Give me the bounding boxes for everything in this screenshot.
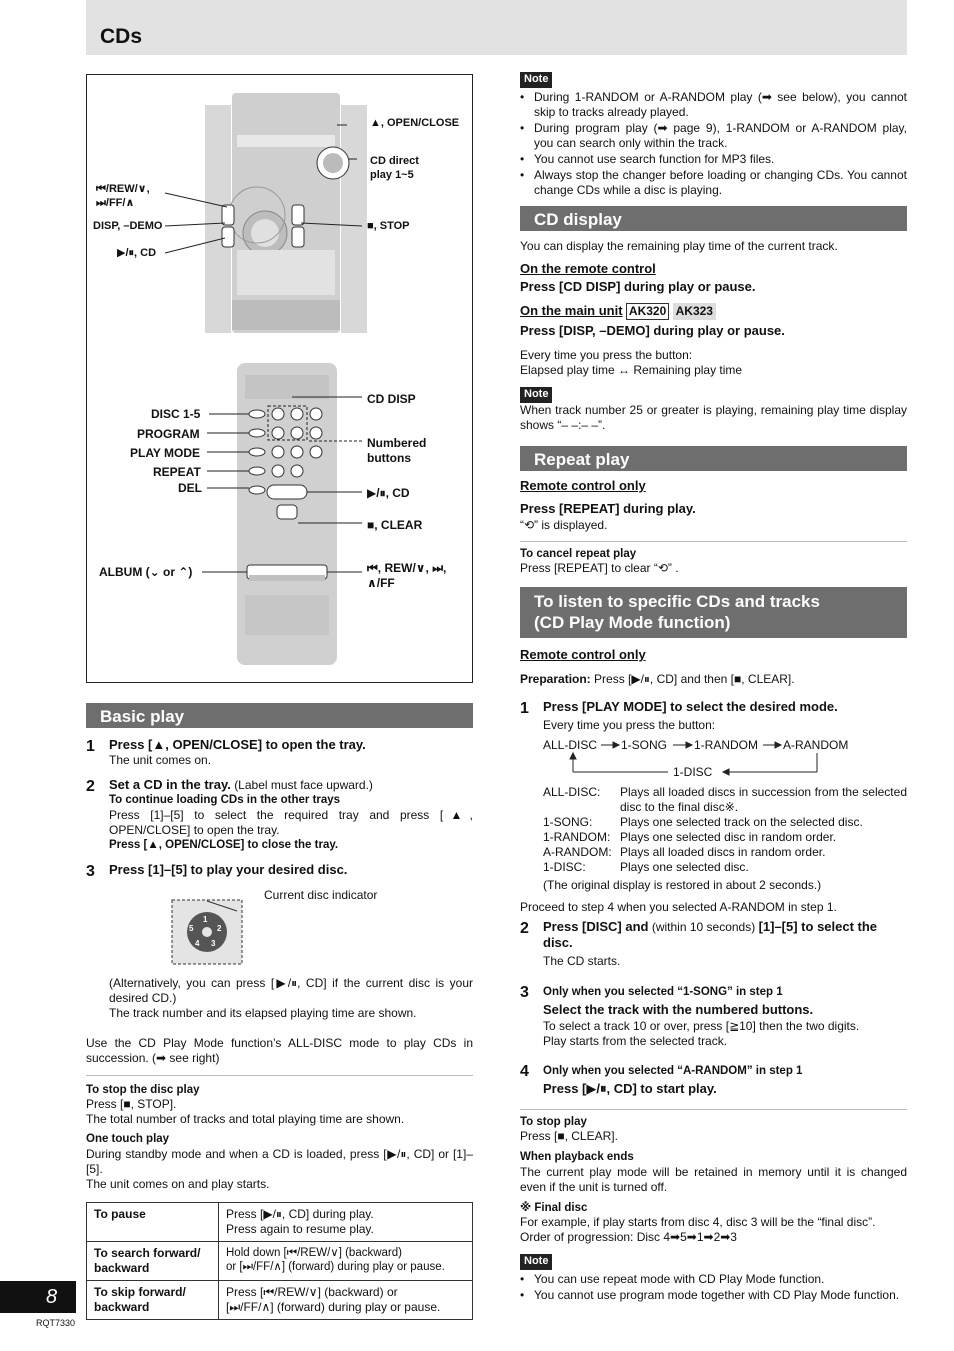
step-number: 2 (86, 778, 95, 795)
cd-display-section (520, 239, 907, 433)
disc-digit-3: 3 (211, 939, 216, 948)
basic-play-section (86, 737, 473, 768)
mode-key: A-RANDOM: (543, 845, 612, 859)
title-band (86, 0, 907, 55)
table-key: To pause (87, 1203, 219, 1242)
play-mode-step-2 (520, 919, 907, 969)
mode-key: ALL-DISC: (543, 785, 601, 799)
flow-1-random: 1-RANDOM (694, 738, 759, 752)
stop-disc-2: The total number of tracks and total playing time are shown. (86, 1112, 405, 1127)
divider (520, 1109, 907, 1110)
stop-play-block (86, 1083, 473, 1192)
note-tag: Note (520, 387, 552, 403)
page-title: CDs (100, 25, 143, 48)
mode-row (543, 860, 907, 875)
mode-row (543, 830, 907, 845)
mode-text: Plays all loaded discs in random order. (620, 845, 826, 859)
list-item: • You can use repeat mode with CD Play Mode function. (520, 1272, 907, 1287)
flow-1-disc: 1-DISC (673, 765, 713, 779)
all-disc-note: Use the CD Play Mode function’s ALL-DISC mode to play CDs in succession. (➡ see right) (86, 1036, 473, 1065)
play-mode-section (520, 647, 907, 687)
main-unit-head: On the main unit (520, 302, 623, 318)
one-touch-head: One touch play (86, 1133, 170, 1146)
label-repeat: REPEAT (153, 465, 201, 479)
list-item: • You cannot use program mode together with CD Play Mode function. (520, 1288, 907, 1303)
mode-key: 1-RANDOM: (543, 830, 611, 844)
label-stop: ■, STOP (367, 220, 410, 232)
remote-control-head: On the remote control (520, 261, 656, 276)
mode-flow (543, 738, 907, 780)
stop-disc-1: Press [■, STOP]. (86, 1097, 177, 1112)
disc-indicator-icon (171, 899, 243, 965)
every-time-text: Every time you press the button: (520, 347, 693, 362)
label-cd-disp: CD DISP (367, 392, 416, 406)
pm-step-3: Select the track with the numbered buttons. (543, 1002, 814, 1018)
label-play-cd-remote: ▶/⏸, CD (367, 486, 410, 500)
table-value-line: [⏭/FF/∧] (forward) during play or pause. (226, 1300, 441, 1314)
table-value-line: or [⏭/FF/∧] (forward) during play or pause. (226, 1261, 445, 1274)
note-block-1 (520, 71, 907, 199)
stop-play-head: To stop play (520, 1116, 587, 1128)
basic-step-2-block (86, 777, 473, 852)
playback-ends-text: The current play mode will be retained in memory until it is changed even if the unit is turned off. (520, 1164, 907, 1194)
mode-text: Plays all loaded discs in succession from the selected disc to the final disc※. (620, 785, 907, 814)
doc-code: RQT7330 (36, 1318, 76, 1328)
one-touch-2: The unit comes on and play starts. (86, 1176, 270, 1191)
divider (86, 1075, 473, 1076)
label-del: DEL (178, 481, 202, 495)
disc-digit-4: 4 (195, 939, 200, 948)
model-tag: AK320 (626, 303, 669, 320)
label-play-mode: PLAY MODE (130, 446, 201, 460)
play-mode-step-1 (520, 699, 907, 733)
prep-label: Preparation: (520, 672, 591, 687)
repeat-press: Press [REPEAT] during play. (520, 501, 696, 517)
continue-loading-text: Press [1]–[5] to select the required tray and press [▲, OPEN/CLOSE] to open the tray. (109, 807, 473, 837)
pm-step-2-b: (within 10 seconds) (651, 920, 756, 934)
playback-ends-head: When playback ends (520, 1151, 634, 1164)
mode-text: Plays one selected disc. (620, 860, 749, 874)
flow-arrows (543, 738, 907, 780)
table-value-line: Press again to resume play. (226, 1222, 374, 1236)
flow-a-random: A-RANDOM (783, 738, 849, 752)
mode-key: 1-DISC: (543, 860, 586, 874)
elapsed-text: Elapsed play time ↔ Remaining play time (520, 362, 743, 377)
basic-step-1: Press [▲, OPEN/CLOSE] to open the tray. (109, 737, 366, 752)
pm-step-2-a: Press [DISC] and (543, 919, 649, 934)
basic-step-3-block (86, 862, 473, 878)
model-tag: AK323 (673, 303, 716, 320)
play-mode-step-3 (520, 983, 907, 1049)
mode-row (543, 815, 907, 830)
step-number: 4 (520, 1063, 529, 1080)
basic-step-1-sub: The unit comes on. (109, 753, 212, 768)
play-mode-heading-2: (CD Play Mode function) (534, 613, 731, 633)
cd-display-intro: You can display the remaining play time of the current track. (520, 239, 838, 253)
label-disc: DISC 1-5 (151, 407, 201, 421)
label-cd-direct: CD direct play 1~5 (370, 155, 419, 181)
basic-step-3: Press [1]–[5] to play your desired disc. (109, 862, 348, 877)
divider (520, 541, 907, 542)
table-row (87, 1242, 473, 1281)
note-tag: Note (520, 1254, 552, 1270)
continue-loading-head: To continue loading CDs in the other trays (109, 794, 341, 807)
basic-play-heading: Basic play (86, 703, 473, 728)
stop-play-text: Press [■, CLEAR]. (520, 1129, 618, 1144)
step-number: 1 (86, 738, 95, 755)
table-key: To skip forward/ backward (87, 1281, 219, 1320)
play-mode-step-4 (520, 1062, 907, 1098)
operations-table (86, 1202, 473, 1320)
prep-text: Press [▶/⏸, CD] and then [■, CLEAR]. (594, 672, 795, 687)
step-number: 1 (520, 700, 529, 717)
list-item: • During program play (➡ page 9), 1-RANDOM or A-RANDOM play, you can search only within the track. (520, 121, 907, 151)
pm-step-4-head: Only when you selected “A-RANDOM” in step 1 (543, 1065, 803, 1077)
table-value (219, 1242, 473, 1281)
mode-descriptions (543, 785, 907, 893)
table-value-line: Hold down [⏮/REW/∨] (backward) (226, 1247, 402, 1259)
table-value (219, 1281, 473, 1320)
label-numbered: Numbered buttons (367, 436, 427, 465)
disc-digit-1: 1 (203, 915, 208, 924)
step-number: 3 (86, 863, 95, 880)
final-disc-head: ※ Final disc (520, 1201, 588, 1214)
alt-text-1: (Alternatively, you can press [▶/⏸, CD] if the current disc is your desired CD.) (109, 976, 473, 1005)
flow-all-disc: ALL-DISC (543, 738, 598, 752)
restored-text: (The original display is restored in about 2 seconds.) (543, 878, 822, 892)
pm-every: Every time you press the button: (543, 718, 716, 733)
mode-text: Plays one selected track on the selected disc. (620, 815, 863, 829)
mode-row (543, 785, 907, 815)
pm-step-2-c: [1]–[5] to select the disc. (543, 919, 878, 951)
list-item: • Always stop the changer before loading or changing CDs. You cannot change CDs while a disc is playing. (520, 168, 907, 198)
disc-digit-5: 5 (189, 924, 194, 933)
remote-control-text: Press [CD DISP] during play or pause. (520, 279, 756, 295)
cd-display-heading: CD display (520, 206, 907, 231)
step-number: 2 (520, 920, 529, 937)
play-mode-remote-only: Remote control only (520, 647, 646, 662)
mode-key: 1-SONG: (543, 815, 593, 829)
label-clear: ■, CLEAR (367, 518, 423, 532)
basic-step-2-note: (Label must face upward.) (234, 778, 373, 792)
label-rew-ff-remote: ⏮, REW/∨, ⏭, ∧/FF (367, 561, 447, 590)
main-unit-text: Press [DISP, –DEMO] during play or pause. (520, 322, 785, 338)
flow-1-song: 1-SONG (621, 738, 668, 752)
pm-step-2-sub: The CD starts. (543, 953, 621, 968)
table-value-line: Press [⏮/REW/∨] (backward) or (226, 1285, 398, 1299)
disc-digit-2: 2 (217, 924, 222, 933)
pm-step-3-head: Only when you selected “1-SONG” in step 1 (543, 986, 783, 998)
pm-step-4: Press [▶/⏸, CD] to start play. (543, 1081, 717, 1097)
pm-step-3-sub2: Play starts from the selected track. (543, 1033, 728, 1048)
final-disc-1: For example, if play starts from disc 4, disc 3 will be the “final disc”. (520, 1215, 876, 1230)
play-mode-heading-1: To listen to specific CDs and tracks (534, 592, 820, 611)
table-value-line: Press [▶/⏸, CD] during play. (226, 1207, 374, 1221)
table-key: To search forward/ backward (87, 1242, 219, 1281)
cd-display-note: When track number 25 or greater is playing, remaining play time display shows “– –:– –”. (520, 402, 907, 432)
unit-diagram (86, 74, 473, 683)
proceed-text: Proceed to step 4 when you selected A-RANDOM in step 1. (520, 900, 837, 914)
pm-step-3-sub1: To select a track 10 or over, press [≧10] then the two digits. (543, 1018, 860, 1033)
basic-step-2: Set a CD in the tray. (109, 777, 231, 792)
label-program: PROGRAM (137, 427, 200, 441)
list-item: • You cannot use search function for MP3 files. (520, 152, 907, 167)
label-open-close: ▲, OPEN/CLOSE (370, 117, 460, 129)
table-value (219, 1203, 473, 1242)
label-album: ALBUM (⌄ or ⌃) (99, 565, 193, 579)
repeat-remote-only: Remote control only (520, 478, 646, 493)
label-disp-demo: DISP, –DEMO (93, 220, 163, 232)
repeat-displayed: “⟲” is displayed. (520, 517, 608, 532)
label-rew-ff: ⏮/REW/∨, ⏭/FF/∧ (96, 183, 150, 209)
alt-text-2: The track number and its elapsed playing time are shown. (109, 1006, 417, 1020)
one-touch-1: During standby mode and when a CD is loaded, press [▶/⏸, CD] or [1]–[5]. (86, 1146, 473, 1176)
step-number: 3 (520, 984, 529, 1001)
disc-indicator-label: Current disc indicator (264, 888, 378, 902)
repeat-play-heading: Repeat play (520, 446, 907, 471)
table-row (87, 1281, 473, 1320)
repeat-play-section (520, 478, 907, 576)
page-number: 8 (0, 1281, 76, 1313)
pm-step-1: Press [PLAY MODE] to select the desired mode. (543, 699, 838, 714)
mode-row (543, 845, 907, 860)
note-tag: Note (520, 72, 552, 88)
play-mode-footer (520, 1115, 907, 1304)
mode-text: Plays one selected disc in random order. (620, 830, 837, 844)
play-mode-heading (520, 587, 907, 638)
label-play-cd-unit: ▶/⏸, CD (117, 247, 157, 259)
final-disc-2: Order of progression: Disc 4➡5➡1➡2➡3 (520, 1230, 737, 1245)
stop-disc-head: To stop the disc play (86, 1084, 200, 1096)
list-item: • During 1-RANDOM or A-RANDOM play (➡ see below), you cannot skip to tracks already played. (520, 90, 907, 120)
alt-press-note (109, 976, 473, 1021)
table-row (87, 1203, 473, 1242)
cancel-repeat-text: Press [REPEAT] to clear “⟲” . (520, 560, 679, 575)
close-tray-text: Press [▲, OPEN/CLOSE] to close the tray. (109, 838, 339, 851)
cancel-repeat-head: To cancel repeat play (520, 547, 637, 560)
